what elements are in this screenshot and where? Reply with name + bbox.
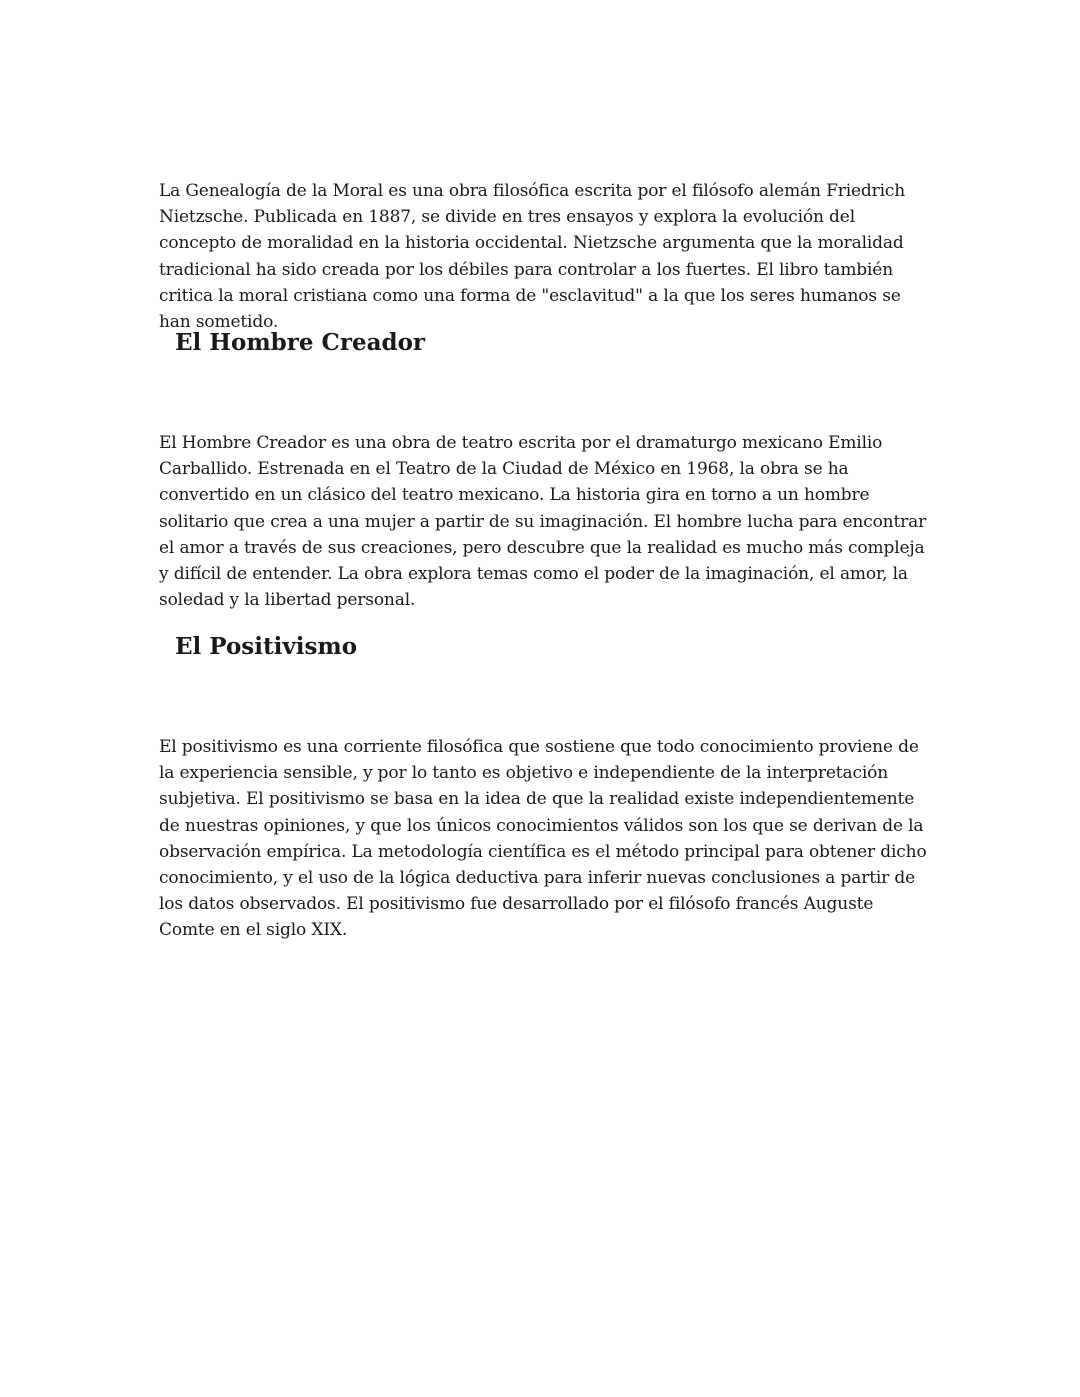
positivismo-paragraph: El positivismo es una corriente filosófica que sostiene que todo conocimiento proviene de la experiencia sensible, y por lo tanto es objetivo e independiente de la interpretación subjetiva. El positivismo se basa en la idea de que la realidad existe independientemente de nuestras opiniones, y que los únicos conocimientos válidos son los que se derivan de la observación empírica. La metodología científica es el método principal para obtener dicho conocimiento, y el uso de la lógica deductiva para inferir nuevas conclusiones a partir de los datos observados. El positivismo fue desarrollado por el filósofo francés Auguste Comte en el siglo XIX. (159, 737, 927, 941)
hombre-creador-paragraph: El Hombre Creador es una obra de teatro escrita por el dramaturgo mexicano Emilio Carballido. Estrenada en el Teatro de la Ciudad de México en 1968, la obra se ha convertido en un clásico del teatro mexicano. La historia gira en torno a un hombre solitario que crea a una mujer a partir de su imaginación. El hombre lucha para encontrar el amor a través de sus creaciones, pero descubre que la realidad es mucho más compleja y difícil de entender. La obra explora temas como el poder de la imaginación, el amor, la soledad y la libertad personal. (159, 433, 927, 611)
positivismo-heading: El Positivismo (175, 633, 358, 660)
hombre-creador-heading: El Hombre Creador (175, 329, 426, 356)
genealogia-paragraph: La Genealogía de la Moral es una obra filosófica escrita por el filósofo alemán Friedrich Nietzsche. Publicada en 1887, se divide en tres ensayos y explora la evolución del concepto de moralidad en la historia occidental. Nietzsche argumenta que la moralidad tradicional ha sido creada por los débiles para controlar a los fuertes. El libro también critica la moral cristiana como una forma de "esclavitud" a la que los seres humanos se han sometido. (159, 181, 906, 333)
